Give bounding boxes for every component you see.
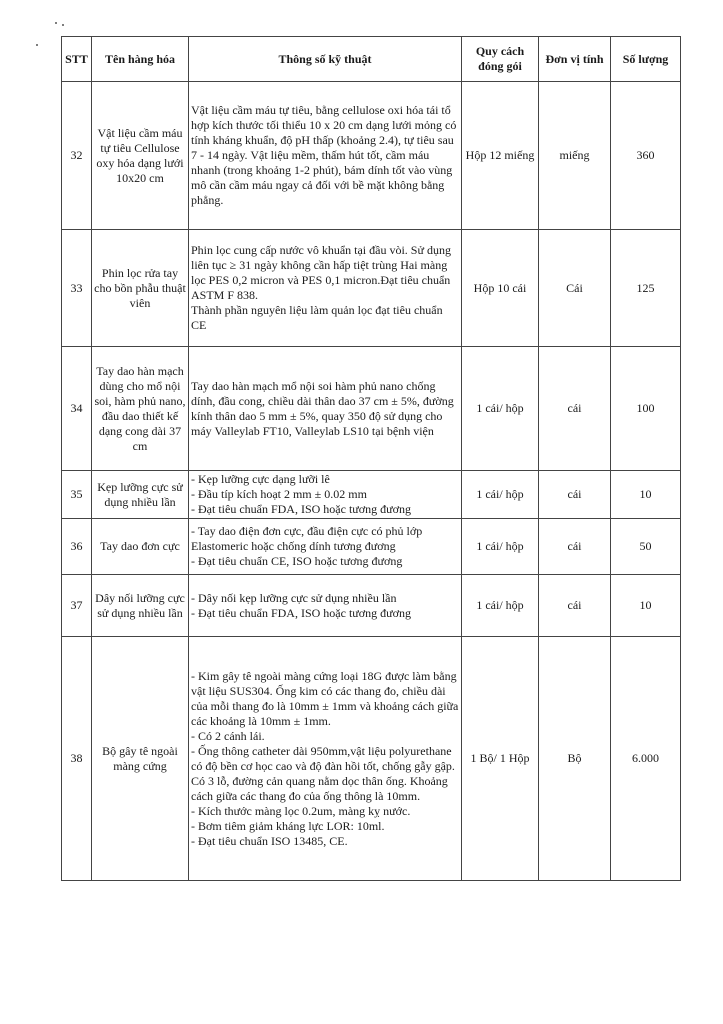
- cell-unit: cái: [539, 471, 611, 519]
- cell-spec: [189, 519, 462, 575]
- spec-line: - Đầu típ kích hoạt 2 mm ± 0.02 mm: [191, 487, 367, 501]
- cell-name: Vật liệu cầm máu tự tiêu Cellulose oxy hóa dạng lưới 10x20 cm: [92, 82, 189, 230]
- spec-line: - Đạt tiêu chuẩn FDA, ISO hoặc tương đương: [191, 502, 411, 516]
- cell-spec: [189, 82, 462, 230]
- spec-line: - Kẹp lưỡng cực dạng lưỡi lê: [191, 472, 330, 486]
- table-row: [62, 519, 681, 575]
- cell-spec: [189, 230, 462, 347]
- cell-name: Tay dao đơn cực: [92, 519, 189, 575]
- cell-name: Phin lọc rửa tay cho bồn phẫu thuật viên: [92, 230, 189, 347]
- cell-stt: 38: [62, 637, 92, 881]
- cell-pack: Hộp 12 miếng: [462, 82, 539, 230]
- cell-stt: 32: [62, 82, 92, 230]
- cell-spec: [189, 575, 462, 637]
- spec-line: - Kích thước màng lọc 0.2um, màng kỵ nước.: [191, 803, 411, 818]
- cell-pack: Hộp 10 cái: [462, 230, 539, 347]
- spec-line: - Ống thông catheter dài 950mm,vật liệu polyurethane có độ bền cơ học cao và độ đàn hồi tốt, chống gẫy gập. Có 3 lỗ, đường cản quang nằm dọc thân ống. Khoảng cách giữa các thang đo của ống thông là 10mm.: [191, 743, 455, 803]
- header-name: Tên hàng hóa: [92, 37, 189, 82]
- header-stt: STT: [62, 37, 92, 82]
- cell-qty: 50: [611, 519, 681, 575]
- cell-unit: miếng: [539, 82, 611, 230]
- header-qty: Số lượng: [611, 37, 681, 82]
- cell-qty: 360: [611, 82, 681, 230]
- cell-stt: 35: [62, 471, 92, 519]
- cell-qty: 10: [611, 575, 681, 637]
- header-pack: Quy cách đóng gói: [462, 37, 539, 82]
- spec-line: - Bơm tiêm giảm kháng lực LOR: 10ml.: [191, 818, 385, 833]
- table-row: [62, 82, 681, 230]
- cell-unit: cái: [539, 519, 611, 575]
- scan-speck: [62, 24, 64, 26]
- cell-unit: Cái: [539, 230, 611, 347]
- scan-speck: [55, 22, 57, 24]
- spec-line: Vật liệu cầm máu tự tiêu, bằng cellulose oxi hóa tái tổ hợp kích thước tối thiểu 10 x 20 cm dạng lưới mỏng có tính kháng khuẩn, độ pH thấp (khoảng 2.4), tự tiêu sau 7 - 14 ngày. Vật liệu mềm, thấm hút tốt, cầm máu nhanh (trong khoảng 1-2 phút), bám dính tốt vào vùng mô cần cầm máu ngay cả đối với bề mặt không bằng phẳng.: [191, 103, 457, 207]
- cell-spec: [189, 347, 462, 471]
- specification-table: [61, 36, 681, 881]
- table-row: [62, 471, 681, 519]
- table-row: [62, 637, 681, 881]
- cell-name: Bộ gây tê ngoài màng cứng: [92, 637, 189, 881]
- cell-stt: 36: [62, 519, 92, 575]
- spec-line: Thành phần nguyên liệu làm quản lọc đạt tiêu chuẩn CE: [191, 303, 443, 332]
- cell-pack: 1 Bộ/ 1 Hộp: [462, 637, 539, 881]
- table-row: [62, 575, 681, 637]
- cell-name: Dây nối lưỡng cực sử dụng nhiều lần: [92, 575, 189, 637]
- cell-qty: 100: [611, 347, 681, 471]
- cell-stt: 33: [62, 230, 92, 347]
- header-spec: Thông số kỹ thuật: [189, 37, 462, 82]
- cell-unit: cái: [539, 575, 611, 637]
- cell-qty: 10: [611, 471, 681, 519]
- spec-line: - Đạt tiêu chuẩn FDA, ISO hoặc tương đương: [191, 605, 411, 620]
- scan-speck: [36, 44, 38, 46]
- spec-line: - Tay dao điện đơn cực, đầu điện cực có phủ lớp Elastomeric hoặc chống dính tương đương: [191, 524, 423, 553]
- cell-name: Tay dao hàn mạch dùng cho mổ nội soi, hàm phủ nano, đầu dao thiết kế dạng cong dài 37 cm: [92, 347, 189, 471]
- cell-unit: cái: [539, 347, 611, 471]
- cell-pack: 1 cái/ hộp: [462, 575, 539, 637]
- cell-qty: 6.000: [611, 637, 681, 881]
- spec-line: Tay dao hàn mạch mổ nội soi hàm phủ nano chống dính, đầu cong, chiều dài thân dao 37 cm ± 5%, đường kính thân dao 5 mm ± 5%, quay 350 độ sử dụng cho máy Valleylab FT10, Valleylab LS10 tại bệnh viện: [191, 378, 454, 438]
- spec-line: - Kim gây tê ngoài màng cứng loại 18G được làm bằng vật liệu SUS304. Ống kim có các thang đo, chiều dài của mỗi thang đo là 10mm ± 1mm và khoảng cách giữa các khoảng là 10mm ± 1mm.: [191, 668, 459, 728]
- cell-spec: [189, 637, 462, 881]
- spec-line: Phin lọc cung cấp nước vô khuẩn tại đầu vòi. Sử dụng liên tục ≥ 31 ngày không cần hấp tiệt trùng Hai màng lọc PES 0,2 micron và PES 0,1 micron.Đạt tiêu chuẩn ASTM F 838.: [191, 243, 451, 302]
- table-header-row: [62, 37, 681, 82]
- table-row: [62, 230, 681, 347]
- cell-name: Kẹp lưỡng cực sử dụng nhiều lần: [92, 471, 189, 519]
- cell-stt: 34: [62, 347, 92, 471]
- table-row: [62, 347, 681, 471]
- spec-line: - Đạt tiêu chuẩn CE, ISO hoặc tương đương: [191, 554, 403, 568]
- cell-pack: 1 cái/ hộp: [462, 471, 539, 519]
- cell-spec: [189, 471, 462, 519]
- spec-line: - Đạt tiêu chuẩn ISO 13485, CE.: [191, 833, 348, 848]
- cell-unit: Bộ: [539, 637, 611, 881]
- cell-pack: 1 cái/ hộp: [462, 519, 539, 575]
- spec-line: - Dây nối kẹp lưỡng cực sử dụng nhiều lần: [191, 590, 397, 605]
- table-body: [62, 82, 681, 881]
- cell-stt: 37: [62, 575, 92, 637]
- header-unit: Đơn vị tính: [539, 37, 611, 82]
- spec-line: - Có 2 cánh lái.: [191, 728, 265, 743]
- cell-qty: 125: [611, 230, 681, 347]
- cell-pack: 1 cái/ hộp: [462, 347, 539, 471]
